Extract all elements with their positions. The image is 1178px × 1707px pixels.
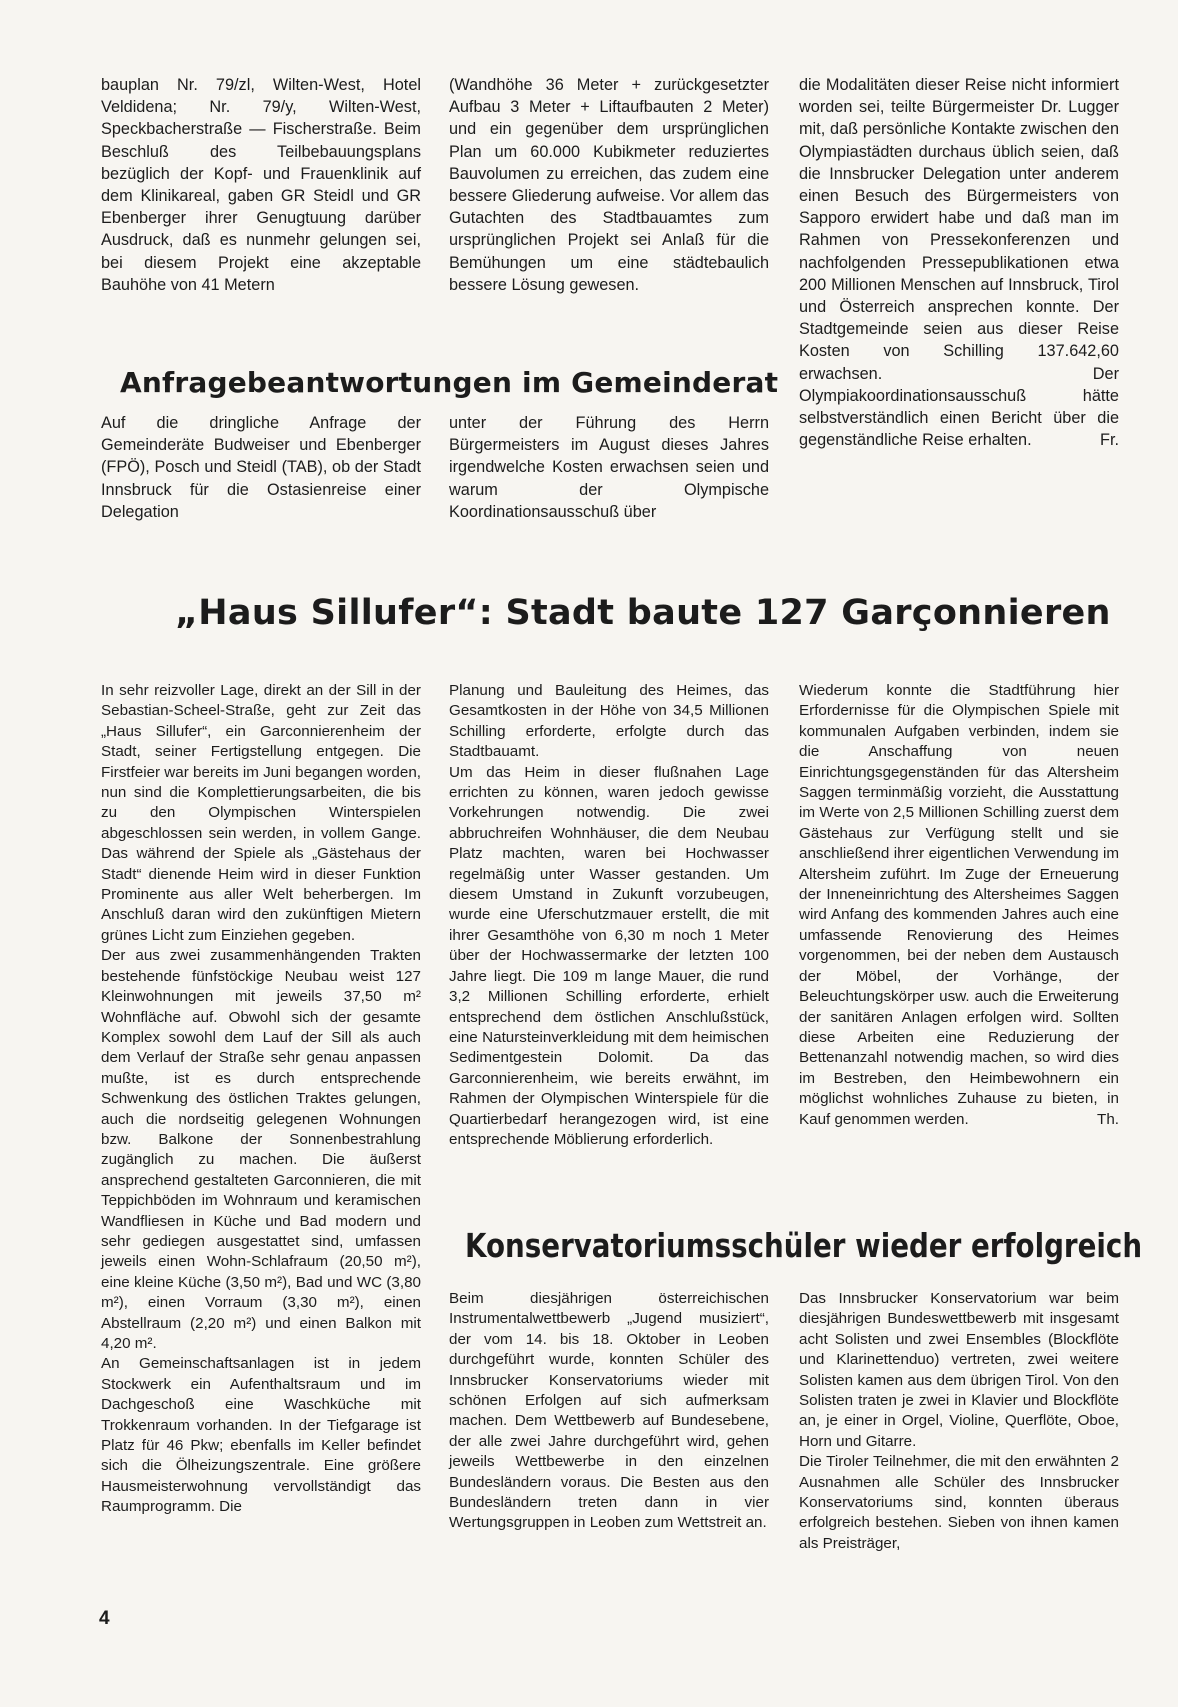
top-column-1-text: bauplan Nr. 79/zl, Wilten-West, Hotel Veldidena; Nr. 79/y, Wilten-West, Speckbacherstraße — Fischerstraße. Beim Beschluß des Teilbebauungsplans bezüglich der Kopf- und Frauenklinik auf dem Klinikareal, gaben GR Steidl und GR Ebenberger ihrer Genugtuung darüber Ausdruck, daß es nunmehr gelungen sei, bei diesem Projekt eine akzeptable Bauhöhe von 41 Metern (101, 76, 421, 294)
sillufer-column-3-text (799, 681, 1119, 1130)
sillufer-headline: „Haus Sillufer“: Stadt baute 127 Garçonnieren (175, 593, 1111, 633)
konservatorium-column-3-para-2: Die Tiroler Teilnehmer, die mit den erwähnten 2 Ausnahmen alle Schüler des Innsbrucker Konservatoriums sind, konnten überaus erfolgreich bestehen. Sieben von ihnen kamen als Preisträger, (799, 1453, 1119, 1552)
top-column-2-text: (Wandhöhe 36 Meter + zurückgesetzter Aufbau 3 Meter + Liftaufbauten 2 Meter) und ein gegenüber dem ursprünglichen Plan um 60.000 Kubikmeter reduziertes Bauvolumen zu erreichen, das zudem eine bessere Gliederung aufweise. Vor allem das Gutachten des Stadtbauamtes zum ursprünglichen Projekt sei Anlaß für die Bemühungen um eine städtebaulich bessere Lösung gewesen. (449, 76, 769, 294)
anfrage-heading: Anfragebeantwortungen im Gemeinderat (120, 366, 779, 399)
sillufer-column-2-para-2: Um das Heim in dieser flußnahen Lage errichten zu können, waren jedoch gewisse Vorkehrungen notwendig. Die zwei abbruchreifen Wohnhäuser, die dem Neubau Platz machten, waren bei Hochwasser regelmäßig unter Wasser gestanden. Um diesem Umstand in Zukunft vorzubeugen, wurde eine Uferschutzmauer erstellt, die mit ihrer Gesamthöhe von 6,30 m noch 1 Meter über der Hochwassermarke der letzten 100 Jahre liegt. Die 109 m lange Mauer, die rund 3,2 Millionen Schilling erforderte, erhielt entsprechend dem östlichen Anschlußstück, eine Natursteinverkleidung mit dem heimischen Sedimentgestein Dolomit. Da das Garconnierenheim, wie bereits erwähnt, im Rahmen der Olympischen Winterspiele für die Quartierbedarf herangezogen wird, ist eine entsprechende Möblierung erforderlich. (449, 763, 769, 1148)
sillufer-column-3 (799, 681, 1119, 1130)
anfrage-column-2-text: unter der Führung des Herrn Bürgermeisters im August dieses Jahres irgendwelche Kosten erwachsen seien und warum der Olympische Koordinationsausschuß über (449, 414, 769, 521)
anfrage-column-2 (449, 412, 769, 523)
konservatorium-headline: Konservatoriumsschüler wieder erfolgreich (465, 1226, 1143, 1265)
sillufer-column-3-body: Wiederum konnte die Stadtführung hier Erfordernisse für die Olympischen Spiele mit kommunalen Aufgaben verbinden, indem sie die Anschaffung von neuen Einrichtungsgegenständen für das Altersheim Saggen terminmäßig vorzieht, die Ausstattung im Werte von 2,5 Millionen Schilling zuerst dem Gästehaus zur Verfügung stellt und sie anschließend ihrer eigentlichen Verwendung im Altersheim zuführt. Im Zuge der Erneuerung der Inneneinrichtung des Altersheimes Saggen wird Anfang des kommenden Jahres auch eine umfassende Renovierung des Heimes vorgenommen, bei der neben dem Austausch der Möbel, der Vorhänge, der Beleuchtungskörper usw. auch die Erweiterung der sanitären Anlagen erfolgen wird. Sollten diese Arbeiten eine Reduzierung der Bettenanzahl notwendig machen, so wird dies im Bestreben, den Heimbewohnern ein möglichst wohnliches Zuhause zu bieten, in Kauf genommen werden. (799, 682, 1119, 1128)
konservatorium-column-3-para-1: Das Innsbrucker Konservatorium war beim diesjährigen Bundeswettbewerb mit insgesamt acht Solisten und zwei Ensembles (Blockflöte und Klarinettenduo) vertreten, zwei weitere Solisten kamen aus dem übrigen Tirol. Von den Solisten traten je zwei in Klavier und Blockflöte an, je einer in Orgel, Violine, Querflöte, Oboe, Horn und Gitarre. (799, 1290, 1119, 1450)
sillufer-column-1 (101, 681, 421, 1518)
anfrage-column-1-text: Auf die dringliche Anfrage der Gemeinderäte Budweiser und Ebenberger (FPÖ), Posch und Steidl (TAB), ob der Stadt Innsbruck für die Ostasienreise einer Delegation (101, 414, 421, 521)
author-signature-th: Th. (1097, 1110, 1119, 1128)
top-column-1 (101, 74, 421, 296)
top-column-2 (449, 74, 769, 296)
sillufer-column-1-para-2: Der aus zwei zusammenhängenden Trakten bestehende fünfstöckige Neubau weist 127 Kleinwohnungen mit jeweils 37,50 m² Wohnfläche auf. Obwohl sich der gesamte Komplex sowohl dem Lauf der Sill als auch dem Verlauf der Straße sehr genau anpassen mußte, ist es durch entsprechende Schwenkung des östlichen Traktes gelungen, auch die nordseitig gelegenen Wohnungen bzw. Balkone der Sonnenbestrahlung zugänglich zu machen. Die äußerst ansprechend gestalteten Garconnieren, die mit Teppichböden im Wohnraum und keramischen Wandfliesen in Küche und Bad modern und sehr gediegen ausgestattet sind, umfassen jeweils einen Wohn-Schlafraum (20,50 m²), eine kleine Küche (3,50 m²), Bad und WC (3,80 m²), einen Vorraum (3,30 m²), einen Abstellraum (2,20 m²) und einen Balkon mit 4,20 m². (101, 947, 421, 1352)
anfrage-column-1 (101, 412, 421, 523)
author-signature-fr: Fr. (1100, 431, 1119, 450)
konservatorium-column-3 (799, 1289, 1119, 1554)
sillufer-column-2 (449, 681, 769, 1150)
top-column-3 (799, 74, 1119, 451)
sillufer-column-2-para-1: Planung und Bauleitung des Heimes, das Gesamtkosten in der Höhe von 34,5 Millionen Schilling erforderte, erfolgte durch das Stadtbauamt. (449, 682, 769, 761)
page-number: 4 (99, 1608, 110, 1629)
konservatorium-column-2 (449, 1289, 769, 1534)
top-column-3-text (799, 74, 1119, 451)
top-column-3-body: die Modalitäten dieser Reise nicht informiert worden sei, teilte Bürgermeister Dr. Lugger mit, daß persönliche Kontakte zwischen den Olympiastädten durchaus üblich seien, daß die Innsbrucker Delegation unter anderem einen Besuch des Bürgermeisters von Sapporo erwidert habe und daß man im Rahmen von Pressekonferenzen und nachfolgenden Pressepublikationen etwa 200 Millionen Menschen auf Innsbruck, Tirol und Österreich ansprechen konnte. Der Stadtgemeinde seien aus dieser Reise Kosten von Schilling 137.642,60 erwachsen. Der Olympiakoordinationsausschuß hätte selbstverständlich einen Bericht über die gegenständliche Reise erhalten. (799, 76, 1119, 450)
sillufer-column-1-para-3: An Gemeinschaftsanlagen ist in jedem Stockwerk ein Aufenthaltsraum und im Dachgeschoß eine Waschküche mit Trokkenraum vorhanden. In der Tiefgarage ist Platz für 46 Pkw; ebenfalls im Keller befindet sich die Ölheizungszentrale. Eine größere Hausmeisterwohnung vervollständigt das Raumprogramm. Die (101, 1355, 421, 1516)
sillufer-column-1-para-1: In sehr reizvoller Lage, direkt an der Sill in der Sebastian-Scheel-Straße, geht zur Zeit das „Haus Sillufer“, ein Garconnierenheim der Stadt, seiner Fertigstellung entgegen. Die Firstfeier war bereits im Juni begangen worden, nun sind die Komplettierungsarbeiten, die bis zu den Olympischen Winterspielen abgeschlossen sein werden, in vollem Gange. Das während der Spiele als „Gästehaus der Stadt“ dienende Heim wird in dieser Funktion Prominente aus aller Welt beherbergen. Im Anschluß daran wird den zukünftigen Mietern grünes Licht zum Einziehen gegeben. (101, 682, 421, 944)
konservatorium-column-2-text: Beim diesjährigen österreichischen Instrumentalwettbewerb „Jugend musiziert“, der vom 14. bis 18. Oktober in Leoben durchgeführt wurde, konnten Schüler des Innsbrucker Konservatoriums wieder mit schönen Erfolgen auf sich aufmerksam machen. Dem Wettbewerb auf Bundesebene, der alle zwei Jahre durchgeführt wird, gehen jeweils Wettbewerbe in den einzelnen Bundesländern voraus. Die Besten aus den Bundesländern treten dann in vier Wertungsgruppen in Leoben zum Wettstreit an. (449, 1290, 769, 1532)
